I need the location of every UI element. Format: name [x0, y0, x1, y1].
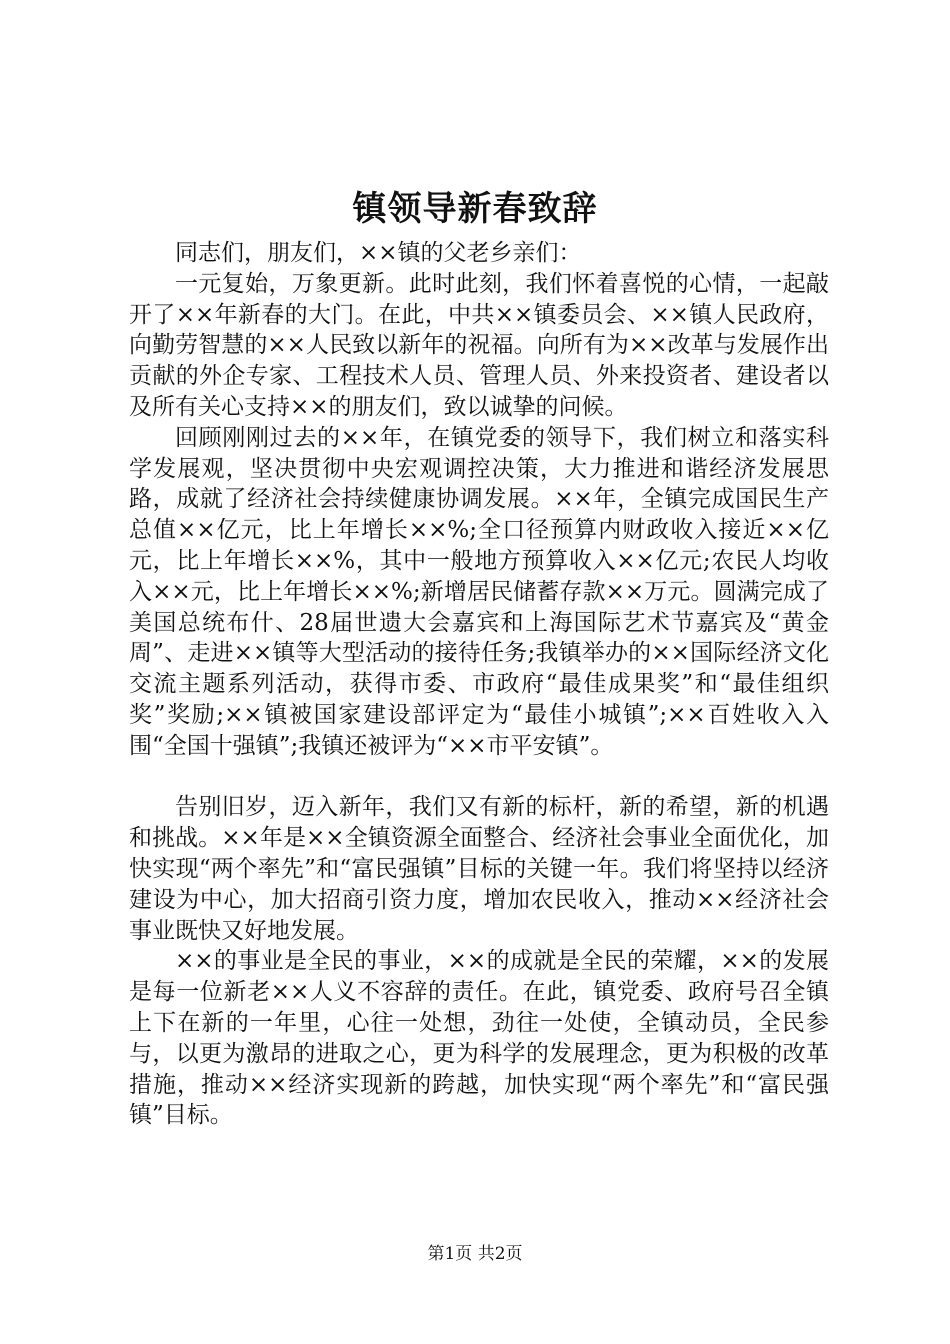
document-body — [129, 238, 829, 1131]
paragraph-salutation: 同志们，朋友们，××镇的父老乡亲们： — [175, 240, 582, 266]
page-number: 第1页 共2页 — [427, 1244, 523, 1264]
paragraph-greeting: 一元复始，万象更新。此时此刻，我们怀着喜悦的心情，一起敲开了××年新春的大门。在此，中共××镇委员会、××镇人民政府，向勤劳智慧的××人民致以新年的祝福。向所有为××改革与发展作出贡献的外企专家、工程技术人员、管理人员、外来投资者、建设者以及所有关心支持××的朋友们，致以诚挚的问候。 — [129, 270, 829, 420]
paragraph-call-to-action: ××的事业是全民的事业，××的成就是全民的荣耀，××的发展是每一位新老××人义不容辞的责任。在此，镇党委、政府号召全镇上下在新的一年里，心往一处想，劲往一处使，全镇动员，全民参与，以更为激昂的进取之心，更为科学的发展理念，更为积极的改革措施，推动××经济实现新的跨越，加快实现“两个率先”和“富民强镇”目标。 — [129, 948, 829, 1129]
paragraph-review: 回顾刚刚过去的××年，在镇党委的领导下，我们树立和落实科学发展观，坚决贯彻中央宏观调控决策，大力推进和谐经济发展思路，成就了经济社会持续健康协调发展。××年，全镇完成国民生产总值××亿元，比上年增长××%;全口径预算内财政收入接近××亿元，比上年增长××%，其中一般地方预算收入××亿元;农民人均收入××元，比上年增长××%;新增居民储蓄存款××万元。圆满完成了美国总统布什、28届世遗大会嘉宾和上海国际艺术节嘉宾及“黄金周”、走进××镇等大型活动的接待任务;我镇举办的××国际经济文化交流主题系列活动，获得市委、市政府“最佳成果奖”和“最佳组织奖”奖励;××镇被国家建设部评定为“最佳小城镇”;××百姓收入入围“全国十强镇”;我镇还被评为“××市平安镇”。 — [129, 424, 829, 759]
document-title: 镇领导新春致辞 — [352, 189, 598, 229]
paragraph-outlook: 告别旧岁，迈入新年，我们又有新的标杆，新的希望，新的机遇和挑战。××年是××全镇资源全面整合、经济社会事业全面优化，加快实现“两个率先”和“富民强镇”目标的关键一年。我们将坚持以经济建设为中心，加大招商引资力度，增加农民收入，推动××经济社会事业既快又好地发展。 — [129, 794, 829, 944]
